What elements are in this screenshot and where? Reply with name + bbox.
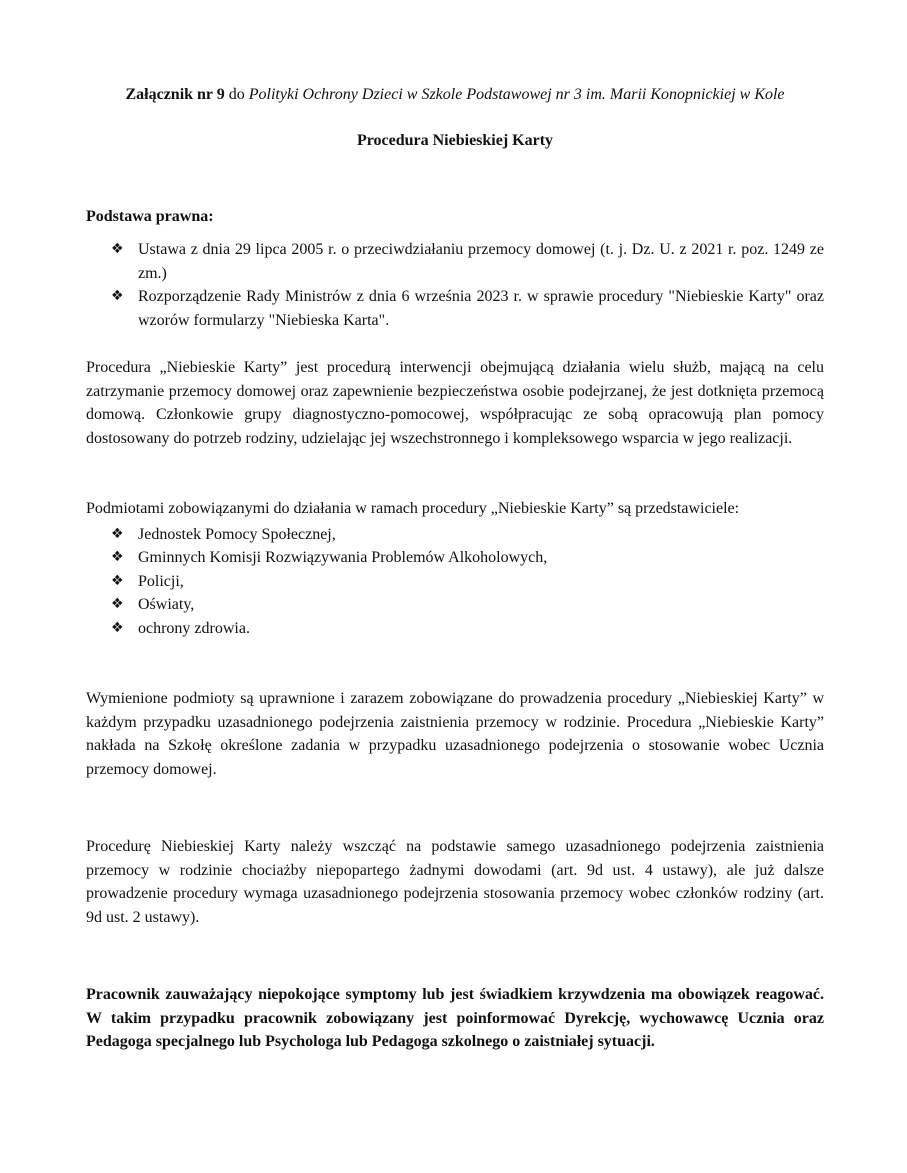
list-item bbox=[111, 570, 824, 594]
legal-basis-heading: Podstawa prawna: bbox=[86, 208, 214, 225]
list-item bbox=[111, 546, 824, 570]
legal-basis-list bbox=[86, 238, 824, 332]
four-diamond-bullet-icon: ❖ bbox=[111, 619, 124, 636]
paragraph-employee-obligation: Pracownik zauważający niepokojące symptomy lub jest świadkiem krzywdzenia ma obowiązek reagować. W takim przypadku pracownik zobowiązany jest poinformować Dyrekcję, wychowawcę Ucznia oraz Pedagoga specjalnego lub Psychologa lub Pedagoga szkolnego o zaistniałej sytuacji. bbox=[86, 986, 824, 1050]
annex-number: Załącznik nr 9 bbox=[125, 86, 225, 103]
list-item bbox=[111, 238, 824, 285]
four-diamond-bullet-icon: ❖ bbox=[111, 241, 124, 257]
list-item bbox=[111, 523, 824, 547]
entity-item-text: Policji, bbox=[138, 572, 184, 590]
four-diamond-bullet-icon: ❖ bbox=[111, 288, 124, 304]
document-page bbox=[86, 84, 824, 1054]
annex-policy-name: Polityki Ochrony Dzieci w Szkole Podstawowej nr 3 im. Marii Konopnickiej w Kole bbox=[248, 86, 785, 103]
entity-item-text: Jednostek Pomocy Społecznej, bbox=[138, 525, 336, 543]
four-diamond-bullet-icon: ❖ bbox=[111, 596, 124, 612]
annex-connector: do bbox=[224, 86, 249, 103]
document-title: Procedura Niebieskiej Karty bbox=[356, 132, 554, 149]
list-item bbox=[111, 285, 824, 332]
list-item bbox=[111, 593, 824, 617]
four-diamond-bullet-icon: ❖ bbox=[111, 549, 124, 565]
four-diamond-bullet-icon: ❖ bbox=[111, 525, 124, 542]
entity-item-text: ochrony zdrowia. bbox=[138, 619, 250, 637]
entity-item-text: Oświaty, bbox=[138, 596, 195, 613]
paragraph-school-duties: Wymienione podmioty są uprawnione i zarazem zobowiązane do prowadzenia procedury „Niebieskiej Karty” w każdym przypadku uzasadnionego podejrzenia zaistnienia przemocy w rodzinie. Procedura „Niebieskie Karty” nakłada na Szkołę określone zadania w przypadku uzasadnionego podejrzenia o stosowanie wobec Ucznia przemocy domowej. bbox=[86, 690, 824, 778]
list-item bbox=[111, 617, 824, 641]
paragraph-procedure-description: Procedura „Niebieskie Karty” jest procedurą interwencji obejmującą działania wielu służb, mającą na celu zatrzymanie przemocy domowej oraz zapewnienie bezpieczeństwa osobie podejrzanej, że jest dotknięta przemocą domową. Członkowie grupy diagnostyczno-pomocowej, współpracując ze sobą opracowują plan pomocy dostosowany do potrzeb rodziny, udzielając jej wszechstronnego i kompleksowego wsparcia w jego realizacji. bbox=[86, 359, 824, 447]
entity-item-text: Gminnych Komisji Rozwiązywania Problemów Alkoholowych, bbox=[138, 549, 548, 566]
legal-basis-item-text: Ustawa z dnia 29 lipca 2005 r. o przeciwdziałaniu przemocy domowej (t. j. Dz. U. z 2021 r. poz. 1249 ze zm.) bbox=[138, 241, 824, 282]
entities-intro: Podmiotami zobowiązanymi do działania w ramach procedury „Niebieskie Karty” są przedstawiciele: bbox=[86, 500, 740, 517]
legal-basis-item-text: Rozporządzenie Rady Ministrów z dnia 6 września 2023 r. w sprawie procedury "Niebieskie Karty" oraz wzorów formularzy "Niebieska Karta". bbox=[138, 288, 824, 329]
four-diamond-bullet-icon: ❖ bbox=[111, 572, 124, 589]
paragraph-initiation-rules: Procedurę Niebieskiej Karty należy wszcząć na podstawie samego uzasadnionego podejrzenia zaistnienia przemocy w rodzinie chociażby niepopartego żadnymi dowodami (art. 9d ust. 4 ustawy), ale już dalsze prowadzenie procedury wymaga uzasadnionego podejrzenia stosowania przemocy wobec członków rodziny (art. 9d ust. 2 ustawy). bbox=[86, 838, 824, 926]
annex-header bbox=[86, 84, 824, 106]
entities-list bbox=[86, 523, 824, 641]
